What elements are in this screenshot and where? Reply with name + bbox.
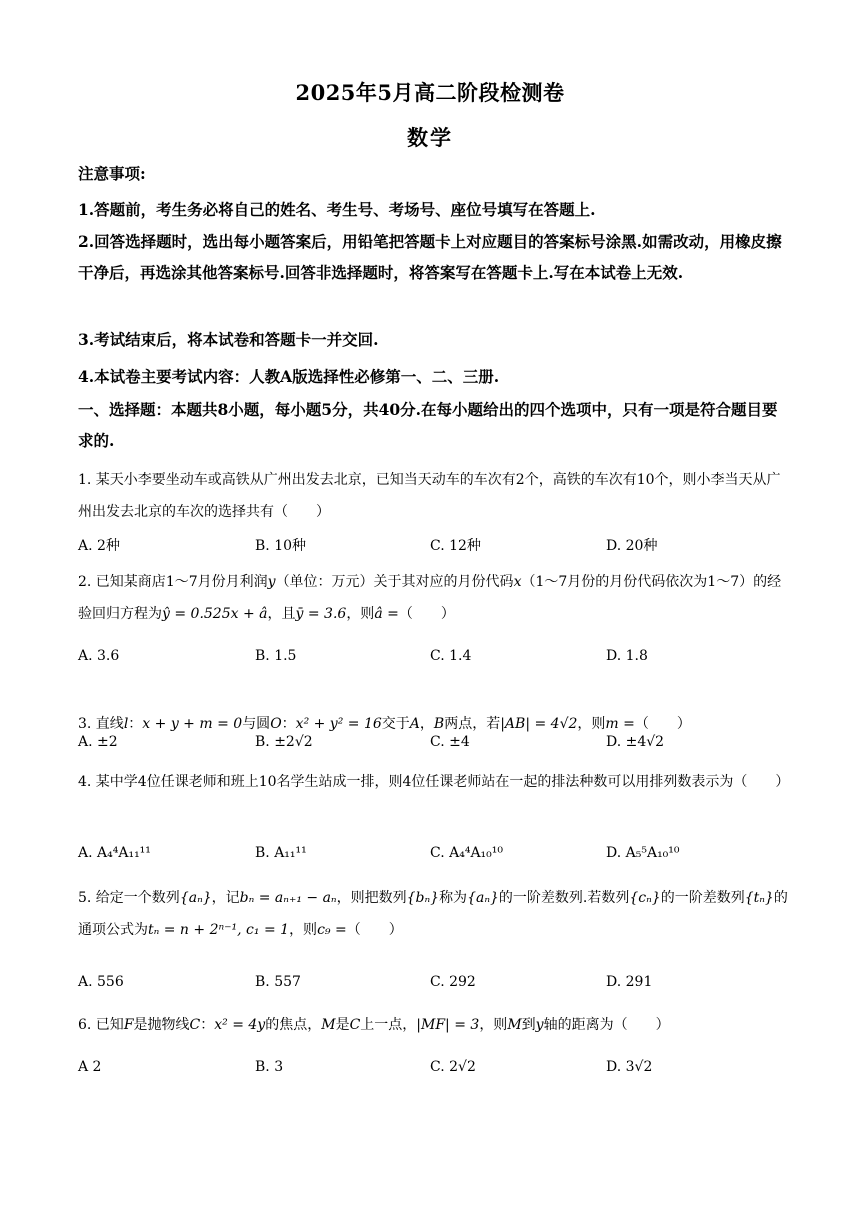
question-1-stem: 1. 某天小李要坐动车或高铁从广州出发去北京，已知当天动车的车次有2个，高铁的车次有10个，则小李当天从广州出发去北京的车次的选择共有（ ） (78, 472, 781, 520)
question-3-option-a: A. ±2 (78, 734, 118, 750)
question-1-options (78, 535, 790, 557)
question-2-option-a: A. 3.6 (78, 648, 120, 664)
question-4-option-a: A. A₄⁴A₁₁¹¹ (78, 845, 151, 861)
question-5-option-b: B. 557 (255, 974, 301, 990)
question-2-options (78, 648, 790, 670)
exam-subject: 数学 (407, 125, 453, 150)
exam-title: 2025年5月高二阶段检测卷 (295, 80, 565, 105)
question-3-option-b: B. ±2√2 (255, 734, 313, 750)
question-6-option-a: A 2 (78, 1059, 102, 1075)
question-2-stem: 2. 已知某商店1～7月份月利润y（单位：万元）关于其对应的月份代码x（1～7月份的月份代码依次为1～7）的经验回归方程为ŷ = 0.525x + â，且ȳ = 3.6，则â =（ ） (78, 574, 782, 622)
question-1-option-c: C. 12种 (430, 538, 481, 554)
notice-item-1: 1.答题前，考生务必将自己的姓名、考生号、考场号、座位号填写在答题上. (78, 200, 596, 219)
notice-item-2: 2.回答选择题时，选出每小题答案后，用铅笔把答题卡上对应题目的答案标号涂黑.如需改动，用橡皮擦干净后，再选涂其他答案标号.回答非选择题时，将答案写在答题卡上.写在本试卷上无效. (78, 232, 782, 282)
question-5-stem: 5. 给定一个数列{aₙ}，记bₙ = aₙ₊₁ − aₙ，则把数列{bₙ}称为{aₙ}的一阶差数列.若数列{cₙ}的一阶差数列{tₙ}的通项公式为tₙ = n + 2ⁿ⁻¹, c₁ = 1，则c₉ =（ ） (78, 890, 788, 938)
question-4-options (78, 845, 790, 867)
notice-heading: 注意事项: (78, 164, 146, 183)
question-6-option-c: C. 2√2 (430, 1059, 476, 1075)
question-6-stem: 6. 已知F是抛物线C：x² = 4y的焦点，M是C上一点，|MF| = 3，则M到y轴的距离为（ ） (78, 1017, 670, 1033)
question-5-option-c: C. 292 (430, 974, 476, 990)
question-3-options (78, 734, 790, 756)
question-1-option-a: A. 2种 (78, 538, 120, 554)
notice-item-4: 4.本试卷主要考试内容：人教A版选择性必修第一、二、三册. (78, 367, 500, 386)
question-6-options (78, 1059, 790, 1081)
question-3-stem: 3. 直线l：x + y + m = 0与圆O：x² + y² = 16交于A，B两点，若|AB| = 4√2，则m =（ ） (78, 716, 691, 732)
question-2-option-b: B. 1.5 (255, 648, 297, 664)
section-heading: 一、选择题：本题共8小题，每小题5分，共40分.在每小题给出的四个选项中，只有一项是符合题目要求的. (78, 400, 778, 450)
question-2-option-d: D. 1.8 (606, 648, 648, 664)
question-3-option-c: C. ±4 (430, 734, 470, 750)
question-4-option-c: C. A₄⁴A₁₀¹⁰ (430, 845, 504, 861)
question-3-option-d: D. ±4√2 (606, 734, 665, 750)
question-2-option-c: C. 1.4 (430, 648, 472, 664)
question-5-option-d: D. 291 (606, 974, 653, 990)
question-1-option-d: D. 20种 (606, 538, 658, 554)
question-4-option-d: D. A₅⁵A₁₀¹⁰ (606, 845, 680, 861)
question-4-option-b: B. A₁₁¹¹ (255, 845, 307, 861)
question-6-option-d: D. 3√2 (606, 1059, 653, 1075)
question-6-option-b: B. 3 (255, 1059, 284, 1075)
question-1-option-b: B. 10种 (255, 538, 307, 554)
notice-item-3: 3.考试结束后，将本试卷和答题卡一并交回. (78, 330, 379, 349)
question-5-option-a: A. 556 (78, 974, 124, 990)
question-4-stem: 4. 某中学4位任课老师和班上10名学生站成一排，则4位任课老师站在一起的排法种数可以用排列数表示为（ ） (78, 774, 790, 790)
question-5-options (78, 974, 790, 996)
